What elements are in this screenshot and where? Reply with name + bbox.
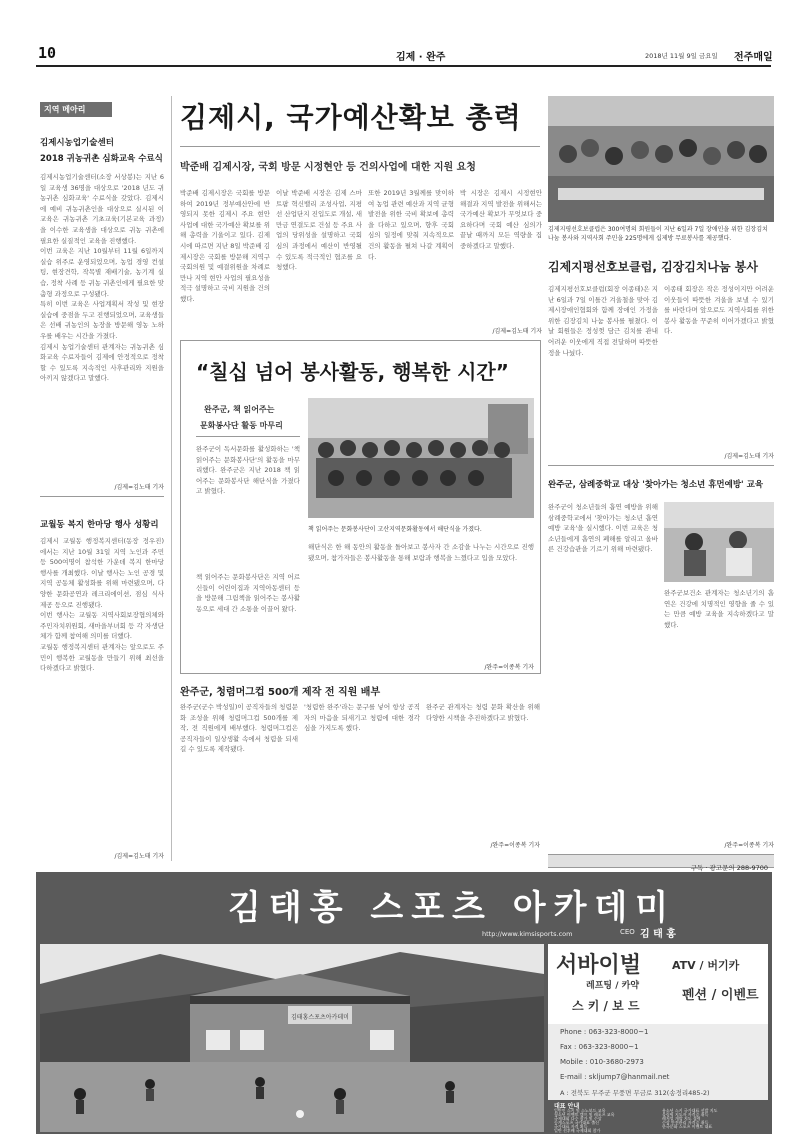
ad-info-item: 레저업 개발 지도 경력 xyxy=(662,1116,701,1121)
photo-caption: 김제지평선호보클럽은 300여명의 회원들이 지난 6일과 7일 장애인을 위한 김장김치 나눔 봉사와 지역사회 주민을 225명에게 십제방 무료봉사를 제공했다. xyxy=(548,226,768,242)
academy-photo xyxy=(40,944,544,1132)
ad-info-item: 청소년 이벤트 캠프 및 레포츠 교육 xyxy=(554,1112,615,1117)
header-rule xyxy=(36,65,771,67)
ad-email[interactable]: E-mail : skljump7@hanmail.net xyxy=(560,1073,670,1081)
academy-photo-image xyxy=(40,944,544,1132)
column-tag xyxy=(40,102,112,117)
paragraph: 이번 교육은 지난 10월부터 11월 6일까지 실습 위주로 운영되었으며, 농업 경영 컨설팅, 현장견학, 작목별 재배기술, 농기계 실습, 정착 사례 등 귀농 귀촌인에게 필요한 맞춤형 과정으로 구성됐다. xyxy=(40,247,164,298)
article-body xyxy=(40,172,164,472)
column-separator xyxy=(171,96,172,861)
feature-subhead: 문화봉사단 활동 마무리 xyxy=(200,421,283,430)
byline: /김제=김노태 기자 xyxy=(492,328,542,335)
byline: /김제=김노태 기자 xyxy=(724,453,774,460)
ad-phone: Phone : 063-323-8000~1 xyxy=(560,1028,649,1036)
paragraph: 김제시 교월동 행정복지센터(동장 정우진)에서는 지난 10월 31일 지역 노인과 주민 등 500여명이 참석한 가운데 복지 한마당 행사를 개최했다. 이날 행사는 노인 공경 및 지역 공동체 활성화를 위해 마련됐으며, 다양한 문화공연과 레크리에이션, 점심 식사 제공 등으로 진행됐다. xyxy=(40,537,164,609)
ad-atv: ATV / 버기카 xyxy=(672,959,740,972)
subscribe-bar xyxy=(548,854,774,872)
ad-ceo-label: CEO xyxy=(620,928,635,936)
ad-services-main: 서바이벌 xyxy=(556,953,642,978)
divider xyxy=(548,465,774,466)
article-column: 완주군 관계자는 청렴 문화 확산을 위해 다양한 시책을 추진하겠다고 밝혔다. xyxy=(426,703,540,722)
article-headline: 완주군, 청렴머그컵 500개 제작 전 직원 배부 xyxy=(180,687,381,698)
article-headline: 김제지평선호보클럽, 김장김치나눔 봉사 xyxy=(548,260,758,274)
kimjang-photo-image xyxy=(548,96,774,222)
paragraph: 교월동 행정복지센터 관계자는 앞으로도 주민이 행복한 교월동을 만들기 위해 최선을 다하겠다고 밝혔다. xyxy=(40,642,164,673)
byline: /완주=이종복 기자 xyxy=(490,842,540,849)
article-title: 2018 귀농귀촌 심화교육 수료식 xyxy=(40,154,163,164)
subscribe-text: 구독 · 광고문의 288-9700 xyxy=(690,864,768,872)
article-body xyxy=(40,536,164,846)
article-column: 완주군이 청소년들의 흡연 예방을 위해 삼례중학교에서 '찾아가는 청소년 흡연예방 교육'을 실시했다. 이번 교육은 청소년들에게 흡연의 폐해를 알리고 올바른 건강습관을 기르기 위해 마련됐다. xyxy=(548,503,658,554)
ad-services-sub: 스 키 / 보 드 xyxy=(572,999,640,1013)
divider xyxy=(40,496,164,497)
paragraph: 김제시농업기술센터(소장 서상봉)는 지난 6일 교육생 36명을 대상으로 '2018 년도 귀농귀촌 심화교육' 수료식을 갖았다. 김제시에 예비 귀농귀촌인을 대상으로 실시된 이 교육은 귀농귀촌 기초교육(기본교육 과정)을 이수한 교육생을 대상으로 귀농 귀촌에 필요한 실질적인 교육을 진행했다. xyxy=(40,173,164,245)
paragraph: 특히 이번 교육은 사업계획서 작성 및 현장 실습에 중점을 두고 진행되었으며, 교육생들은 선배 귀농인의 농장을 방문해 영농 노하우를 배우는 시간을 가졌다. xyxy=(40,300,164,340)
ad-info-list xyxy=(662,1109,766,1129)
article-column: 또한 2019년 3월께를 맞이하여 농업 관련 예산과 지역 균형발전을 위한 국비 확보에 총력을 다하고 있으며, 향후 국회 심의 일정에 맞춰 지속적으로 건의 활동을 펼쳐 나갈 계획이다. xyxy=(368,189,454,261)
ad-mobile: Mobile : 010-3680-2973 xyxy=(560,1058,644,1066)
paper-name: 전주매일 xyxy=(734,52,773,63)
ad-info-item: 일반 선후배 국제대회 참가 xyxy=(554,1128,601,1133)
divider xyxy=(196,436,300,437)
ad-info-item: 올림픽 지도자 자격증 취득 xyxy=(662,1112,709,1117)
section-title: 김제 · 완주 xyxy=(396,52,446,63)
article-column: 박 시장은 김제시 시정현안 해결과 지역 발전을 위해서는 국가예산 확보가 무엇보다 중요하다며 국회 예산 심의가 끝날 때까지 모든 역량을 집중하겠다고 말했다. xyxy=(460,189,542,250)
ad-ceo-name: 김 태 홍 xyxy=(640,929,676,940)
article-headline: 완주군, 삼례중학교 대상 '찾아가는 청소년 휴먼예방' 교육 xyxy=(548,480,764,490)
ad-info-item: 일반인 스키 및 스노보드 교육 xyxy=(554,1108,606,1113)
ad-info-title: 대표 안내 xyxy=(554,1103,580,1110)
ad-services-sub: 레프팅 / 카약 xyxy=(586,981,640,991)
ad-info-item: 동계스포츠 국가대표 출신 xyxy=(554,1120,600,1125)
classroom-photo-image xyxy=(664,502,774,582)
ad-url[interactable]: http://www.kimsisports.com xyxy=(482,930,573,938)
group-photo-image xyxy=(308,398,534,518)
ad-fax: Fax : 063-323-8000~1 xyxy=(560,1043,639,1051)
article-column: 이종태 회장은 작은 정성이지만 어려운 이웃들이 따뜻한 겨울을 보낼 수 있기를 바란다며 앞으로도 지역사회를 위한 봉사 활동을 꾸준히 이어가겠다고 밝혔다. xyxy=(664,285,774,336)
academy-sign: 김태홍스포츠아카데미 xyxy=(291,1014,349,1021)
divider xyxy=(180,146,540,147)
byline: /김제=김노태 기자 xyxy=(114,484,164,491)
ad-info-item: 한국문화 스포츠 이벤트 대표 xyxy=(662,1124,713,1129)
ad-pension: 펜션 / 이벤트 xyxy=(682,988,759,1003)
ad-info-item: 국가대표 자격 획득 xyxy=(554,1124,588,1129)
classroom-photo xyxy=(664,502,774,582)
article-column: 완주군이 독서문화를 활성화하는 '책 읽어주는 문화봉사단'의 활동을 마무리했다. 완주군은 지난 2018 책 읽어주는 문화봉사단 해단식을 가졌다고 밝혔다. xyxy=(196,445,300,496)
ad-info-item: 수상 안전관리 자격증 취득 xyxy=(662,1120,709,1125)
group-photo xyxy=(308,398,534,518)
article-column: 이날 박준배 시장은 김제 스마트팜 혁신밸리 조성사업, 지평선 산업단지 진입도로 개설, 새만금 연결도로 건설 등 주요 사업의 당위성을 설명하고 국회 심의 과정에서 예산이 반영될 수 있도록 적극적인 협조를 요청했다. xyxy=(276,189,362,272)
feature-headline: “칠십 넘어 봉사활동, 행복한 시간” xyxy=(196,360,509,384)
article-column: 김제지평선호보클럽(회장 이종태)은 지난 6일과 7일 이틀간 겨울철을 맞아 김제시장애인협회와 함께 장애인 가정을 위한 김장김치 나눔 봉사를 펼쳤다. 이날 회원들은 정성껏 담근 김치를 관내 어려운 이웃에게 직접 전달하며 따뜻한 정을 나눴다. xyxy=(548,285,658,357)
paragraph: 이번 행사는 교월동 지역사회보장협의체와 주민자치위원회, 새마을부녀회 등 각 자생단체가 함께 참여해 의미를 더했다. xyxy=(40,611,164,641)
column-tag-label: 지역 메아리 xyxy=(44,105,86,114)
ad-address: A : 전북도 무주군 무풍면 무금로 312(송정리485-2) xyxy=(560,1089,710,1097)
article-column: 완주군(군수 박성일)이 공직자들의 청렴문화 조성을 위해 청렴머그컵 500개를 제작, 전 직원에게 배부했다. 청렴머그컵은 공직자들이 일상생활 속에서 청렴을 되새길 수 있도록 제작됐다. xyxy=(180,703,298,754)
main-headline: 김제시, 국가예산확보 총력 xyxy=(180,101,522,134)
article-title: 교월동 복지 한마당 행사 성황리 xyxy=(40,520,159,530)
byline: /완주=이종복 기자 xyxy=(484,664,534,671)
ad-info-item: 유소년 스키 국가대표 선발 지도 xyxy=(662,1108,718,1113)
page-number: 10 xyxy=(38,44,57,62)
photo-caption: 책 읽어주는 문화봉사단이 고산지역문화활동에서 해단식을 가졌다. xyxy=(308,526,482,533)
article-column: 해단식은 한 해 동안의 활동을 돌아보고 봉사자 간 소감을 나누는 시간으로 진행됐으며, 참가자들은 봉사활동을 통해 보람과 행복을 느꼈다고 입을 모았다. xyxy=(308,543,534,562)
article-column: 박준배 김제시장은 국회를 방문하여 2019년 정부예산안에 반영되지 못한 김제시 주요 현안 사업에 대한 국가예산 확보를 위해 총력을 기울이고 있다. 김제시에 따르면 지난 8일 박준배 김제시장은 국회를 방문해 지역구 국회의원 및 예결위원을 차례로 만나 지역 현안 사업의 필요성을 적극 설명하고 국비 지원을 건의했다. xyxy=(180,189,270,303)
ad-info-list xyxy=(554,1109,660,1133)
issue-date: 2018년 11월 9일 금요일 xyxy=(645,52,718,60)
main-subheadline: 박준배 김제시장, 국회 방문 시정현안 등 건의사업에 대한 지원 요청 xyxy=(180,162,476,173)
ad-info-item: 국제대회 다수 참가 및 수상 xyxy=(554,1116,602,1121)
kimjang-photo xyxy=(548,96,774,222)
byline: /김제=김노태 기자 xyxy=(114,853,164,860)
ad-title: 김태홍 스포츠 아카데미 xyxy=(228,888,677,928)
paragraph: 김제시 농업기술센터 관계자는 귀농귀촌 심화교육 수료자들이 김제에 안정적으로 정착할 수 있도록 지속적인 사후관리와 지원을 아끼지 않겠다고 말했다. xyxy=(40,342,164,383)
article-column: 책 읽어주는 문화봉사단은 지역 어르신들이 어린이집과 지역아동센터 등을 방문해 그림책을 읽어주는 봉사활동으로 세대 간 소통을 이끌어 왔다. xyxy=(196,573,300,613)
article-column: 완주군보건소 관계자는 청소년기의 흡연은 건강에 치명적인 영향을 줄 수 있는 만큼 예방 교육을 지속하겠다고 말했다. xyxy=(664,589,774,629)
byline: /완주=이종복 기자 xyxy=(724,842,774,849)
article-column: '청렴한 완주'라는 문구를 넣어 항상 공직자의 마음을 되새기고 청렴에 대한 경각심을 가지도록 했다. xyxy=(304,703,420,733)
article-org: 김제시농업기술센터 xyxy=(40,138,114,148)
feature-subhead: 완주군, 책 읽어주는 xyxy=(204,405,275,414)
